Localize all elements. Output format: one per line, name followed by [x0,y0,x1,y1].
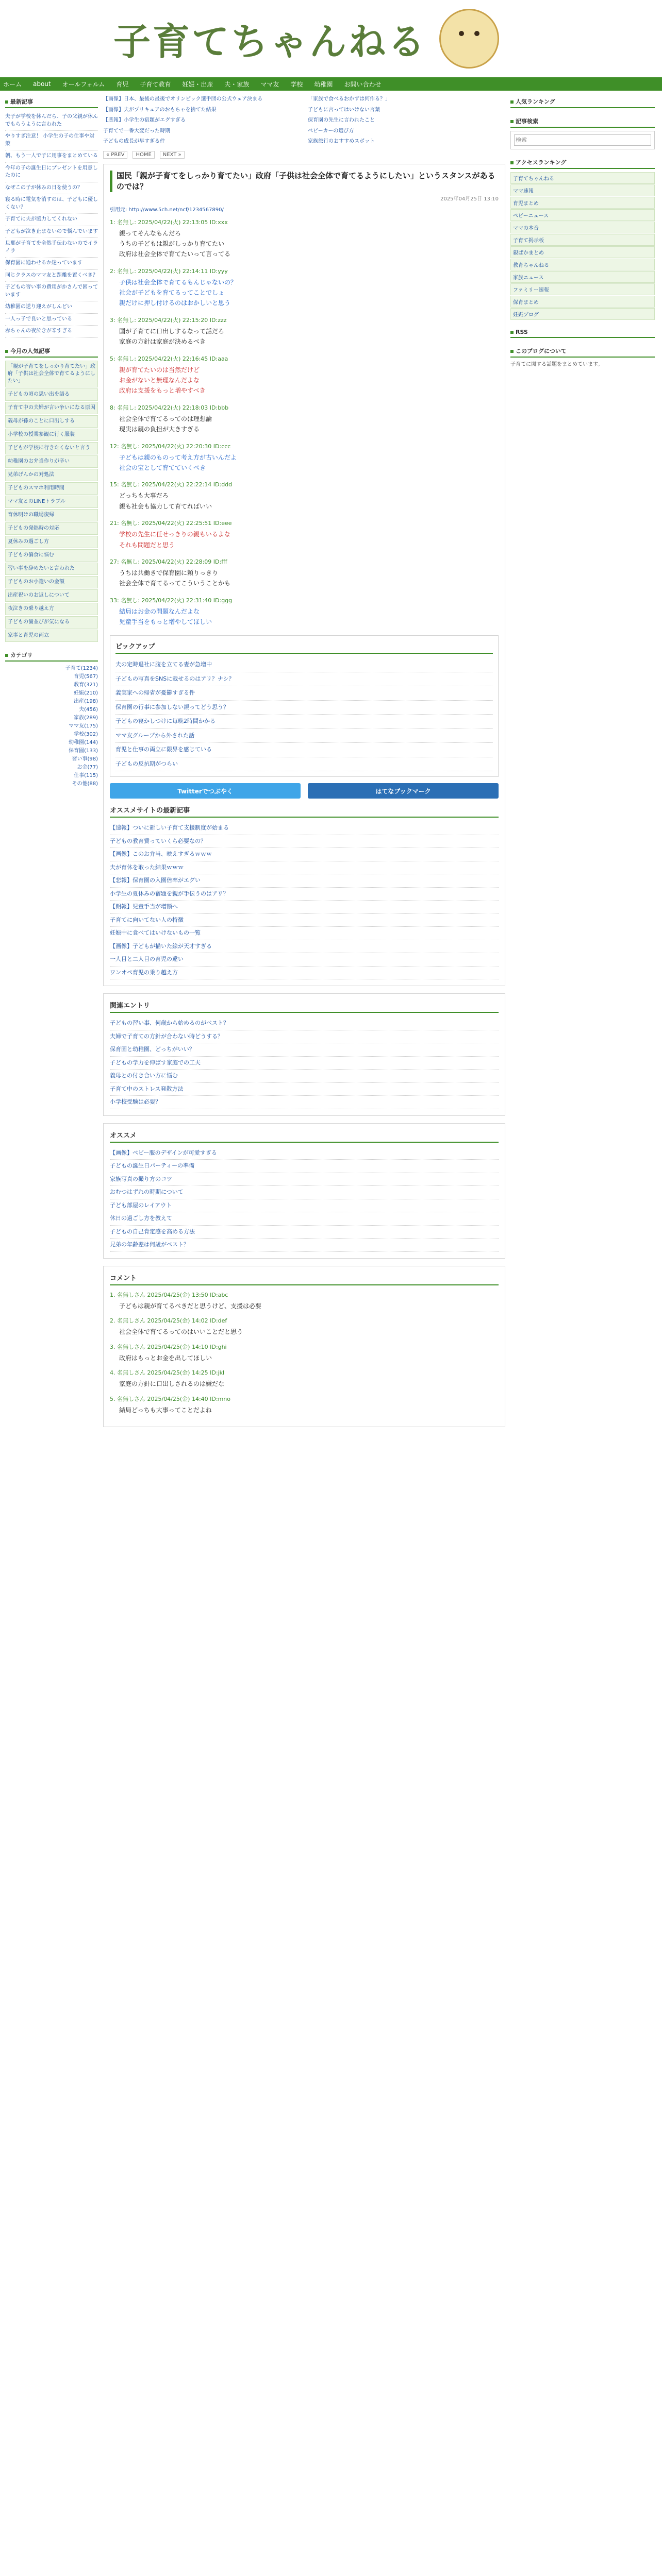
access-item[interactable]: 妊娠ブログ [510,308,655,320]
post-body: 結局はお金の問題なんだよな 児童手当をもっと増やしてほしい [119,607,212,626]
category-item[interactable]: 教育(321) [74,682,98,688]
access-item[interactable]: 教育ちゃんねる [510,259,655,270]
access-title: アクセスランキング [510,157,655,169]
comment-body: 家庭の方針に口出しされるのは嫌だな [119,1380,225,1388]
category-item[interactable]: ママ友(175) [69,723,98,729]
category-item[interactable]: 幼稚園(144) [69,739,98,745]
pickup-item[interactable]: 義実家への帰省が憂鬱すぎる件 [115,686,493,701]
pickup-title: ピックアップ [115,641,493,654]
osusume-item[interactable]: 【速報】ついに新しい子育て支援制度が始まる [110,822,499,835]
right-ranking-title: 人気ランキング [510,96,655,108]
osusume-item[interactable]: 【画像】このお弁当、映えすぎるｗｗｗ [110,848,499,861]
access-item[interactable]: 育児まとめ [510,197,655,209]
more-item[interactable]: 兄弟の年齢差は何歳がベスト？ [110,1239,499,1252]
ranking-item[interactable]: 子育て中の夫婦が言い争いになる原因 [5,402,98,414]
feature-item[interactable]: 【悲報】小学生の宿題がエグすぎる [103,117,186,123]
ranking-item[interactable]: 子どもの歯並びが気になる [5,616,98,629]
ranking-item[interactable]: 夏休みの過ごし方 [5,536,98,548]
ranking-item[interactable]: 夜泣きの乗り越え方 [5,603,98,615]
pickup-item[interactable]: 夫の定時退社に腹を立てる妻が急増中 [115,658,493,672]
recent-item[interactable]: 寝る時に電気を消すのは、子どもに優しくない？ [5,194,98,214]
osusume-title: オススメサイトの最新記事 [110,805,499,818]
pager-prev[interactable]: « PREV [103,151,127,159]
access-item[interactable]: 保育まとめ [510,296,655,308]
access-item[interactable]: 親ばかまとめ [510,246,655,258]
ranking-item[interactable]: ママ友とのLINEトラブル [5,496,98,508]
post-body: 子供は社会全体で育てるもんじゃないの？ 社会が子どもを育てるってことでしょ 親だけに押し付けるのはおかしいと思う [119,278,237,307]
about-title: このブログについて [510,345,655,358]
post-header: 3: 名無し: 2025/04/22(火) 22:15:20 ID:zzz [110,316,227,324]
pickup-list [115,658,493,771]
quote-source[interactable]: 引用元: http://www.5ch.net/ncf/1234567890/ [110,207,224,213]
feature-item[interactable]: 家族旅行のおすすめスポット [308,139,375,144]
access-item[interactable]: 家族ニュース [510,271,655,283]
pager [103,151,505,159]
comment [110,1291,499,1311]
post-header: 15: 名無し: 2025/04/22(火) 22:22:14 ID:ddd [110,481,233,488]
pickup-box [110,635,499,777]
related-title: 関連エントリ [110,1000,499,1013]
comment [110,1343,499,1363]
category-item[interactable]: 出産(198) [74,698,98,704]
ranking-item[interactable]: 出産祝いのお返しについて [5,589,98,602]
post [110,480,499,512]
post-header: 12: 名無し: 2025/04/22(火) 22:20:30 ID:ccc [110,443,231,450]
ranking-item[interactable]: 義母が孫のことに口出しする [5,415,98,428]
feature-item[interactable]: 保育園の先生に言われたこと [308,117,375,123]
osusume-item[interactable]: 妊娠中に食べてはいけないもの一覧 [110,927,499,940]
nav-item[interactable]: 子育て教育 [140,80,171,88]
ranking-item[interactable]: 幼稚園のお弁当作りが辛い [5,455,98,468]
recent-item[interactable]: 赤ちゃんの夜泣きが辛すぎる [5,326,98,338]
comment-title: コメント [110,1273,499,1285]
logo[interactable] [113,5,505,72]
post [110,403,499,435]
ranking-item[interactable]: 子どもが学校に行きたくないと言う [5,442,98,454]
post-header: 1: 名無し: 2025/04/22(火) 22:13:05 ID:xxx [110,218,228,226]
post [110,557,499,589]
post-body: 親が育てたいのは当然だけど お金がないと無理なんだよな 政府は支援をもっと増やすべき [119,366,206,395]
recent-title: 最新記事 [5,96,98,108]
osusume-item[interactable]: 夫が育休を取った結果ｗｗｗ [110,861,499,875]
pickup-item[interactable]: 保育園の行事に参加しない親ってどう思う？ [115,701,493,715]
category-item[interactable]: 育児(567) [74,673,98,680]
category-item[interactable]: お金(77) [77,764,98,770]
feature-grid [103,96,505,146]
osusume-item[interactable]: 小学生の夏休みの宿題を親が手伝うのはアリ？ [110,888,499,901]
nav-item[interactable]: オールフォルム [62,80,105,88]
related-list [110,1017,499,1109]
category-item[interactable]: 家族(289) [74,715,98,721]
category-item[interactable]: 学校(302) [74,731,98,737]
access-item[interactable]: 子育てちゃんねる [510,172,655,184]
osusume-item[interactable]: 【朗報】児童手当が増額へ [110,901,499,914]
related-item[interactable]: 子どもの習い事、何歳から始めるのがベスト？ [110,1017,499,1030]
ranking-item[interactable]: 子どもの偏食に悩む [5,549,98,562]
feature-item[interactable]: 【画像】日本、最後の最後でオリンピック選手団の公式ウェア決まる [103,96,263,102]
comment-box [103,1266,505,1427]
related-item[interactable]: 夫婦で子育ての方針が合わない時どうする？ [110,1030,499,1044]
osusume-item[interactable]: 一人目と二人目の育児の違い [110,953,499,967]
more-item[interactable]: 子どもの誕生日パーティーの準備 [110,1160,499,1173]
comment [110,1316,499,1337]
access-item[interactable]: ママ速報 [510,184,655,196]
post [110,596,499,628]
category-item[interactable]: 子育て(1234) [65,665,98,671]
pickup-item[interactable]: 子どもの反抗期がつらい [115,757,493,772]
more-item[interactable]: 休日の過ごし方を教えて [110,1212,499,1226]
recent-item[interactable]: なぜこの子が休みの日を使うの？ [5,182,98,195]
search-input[interactable] [514,134,651,146]
access-item[interactable]: 子育て掲示板 [510,234,655,246]
feature-item[interactable]: 子どもの成長が早すぎる件 [103,139,165,144]
related-item[interactable]: 子どもの学力を伸ばす家庭での工夫 [110,1057,499,1070]
post-list [110,218,499,628]
ranking-item[interactable]: 小学校の授業参観に行く服装 [5,429,98,441]
post-body: 親ってそんなもんだろ うちの子どもは親がしっかり育てたい 政府は社会全体で育てたいって言ってる [119,229,231,258]
feature-item[interactable]: 子育てで一番大変だった時期 [103,128,170,134]
recent-item[interactable]: 保育園に通わせるか迷っています [5,258,98,270]
site-title[interactable]: 子育てちゃんねる [113,20,427,63]
comment [110,1395,499,1415]
pickup-item[interactable]: ママ友グループから外された話 [115,729,493,743]
article-title: 国民「親が子育てをしっかり育てたい」政府「子供は社会全体で育てるようにしたい」というスタンスがあるのでは？ [110,171,499,192]
mascot-icon [439,9,499,69]
osusume-item[interactable]: 【画像】子どもが描いた絵が天才すぎる [110,940,499,954]
search-title: 記事検索 [510,115,655,128]
nav-item[interactable]: ホーム [3,80,22,88]
recent-item[interactable]: 旦那が子育てを全然手伝わないのでイライラ [5,238,98,258]
access-item[interactable]: ママの本音 [510,222,655,233]
category-item[interactable]: その他(88) [72,781,98,787]
post [110,354,499,396]
post-header: 33: 名無し: 2025/04/22(火) 22:31:40 ID:ggg [110,597,233,604]
ranking-item[interactable]: 兄弟げんかの対処法 [5,469,98,481]
more-title: オススメ [110,1130,499,1143]
search-box [510,131,655,149]
post-header: 5: 名無し: 2025/04/22(火) 22:16:45 ID:aaa [110,355,228,362]
post [110,218,499,260]
nav-item[interactable]: 幼稚園 [314,80,333,88]
site-header [0,0,662,77]
related-item[interactable]: 小学校受験は必要？ [110,1096,499,1109]
comment-body: 子どもは親が育てるべきだと思うけど、支援は必要 [119,1302,262,1310]
osusume-item[interactable]: 子どもの教育費っていくら必要なの？ [110,835,499,849]
post [110,316,499,347]
category-item[interactable]: 夫(456) [79,706,98,713]
more-item[interactable]: 家族写真の撮り方のコツ [110,1173,499,1187]
comment-header: 3. 名無しさん 2025/04/25(金) 14:10 ID:ghi [110,1343,227,1350]
post-body: 社会全体で育てるってのは理想論 現実は親の負担が大きすぎる [119,415,212,433]
post-body: 国が子育てに口出しするなって話だろ 家庭の方針は家庭が決めるべき [119,327,225,346]
ranking-title: 今月の人気記事 [5,345,98,358]
comment-header: 1. 名無しさん 2025/04/25(金) 13:50 ID:abc [110,1291,228,1298]
comment-header: 4. 名無しさん 2025/04/25(金) 14:25 ID:jkl [110,1369,225,1377]
more-item[interactable]: 【画像】ベビー服のデザインが可愛すぎる [110,1147,499,1160]
recent-item[interactable]: 一人っ子で良いと思っている [5,314,98,326]
more-list [110,1147,499,1252]
post-header: 8: 名無し: 2025/04/22(火) 22:18:03 ID:bbb [110,404,229,411]
recent-item[interactable]: 子どもが泣き止まないので悩んでいます [5,226,98,239]
access-item[interactable]: ベビーニュース [510,209,655,221]
article [103,164,505,987]
ranking-item[interactable]: 子どもの頃の思い出を語る [5,388,98,401]
ranking-item[interactable]: 子どものスマホ利用時間 [5,482,98,495]
left-sidebar [5,96,98,1427]
more-item[interactable]: 子どもの自己肯定感を高める方法 [110,1226,499,1239]
recent-item[interactable]: 夫子が学校を休んだら、子の父親が休んでもらうように言われた [5,111,98,131]
osusume-list [110,822,499,979]
comment-header: 5. 名無しさん 2025/04/25(金) 14:40 ID:mno [110,1395,231,1402]
ranking-item[interactable]: 子どもの発熱時の対応 [5,522,98,535]
more-item[interactable]: おむつはずれの時期について [110,1186,499,1199]
nav-item[interactable]: 育児 [116,80,129,88]
related-item[interactable]: 子育て中のストレス発散方法 [110,1083,499,1096]
category-item[interactable]: 習い事(98) [72,756,98,762]
recent-item[interactable]: 子育てに夫が協力してくれない [5,214,98,226]
right-sidebar [510,96,655,1427]
post [110,442,499,473]
nav-item[interactable]: 妊娠・出産 [182,80,213,88]
nav-item[interactable]: 夫・家族 [224,80,250,88]
post-header: 21: 名無し: 2025/04/22(火) 22:25:51 ID:eee [110,520,232,527]
nav-item[interactable]: 学校 [290,80,303,88]
pager-next[interactable]: NEXT » [160,151,185,159]
comment-body: 結局どっちも大事ってことだよね [119,1406,212,1414]
comment [110,1368,499,1389]
access-item[interactable]: ファミリー速報 [510,283,655,295]
recent-item[interactable]: 朝、もう一人で子に用事をまとめている [5,150,98,163]
comment-list [110,1291,499,1415]
ranking-item[interactable]: 「親が子育てをしっかり育てたい」政府「子供は社会全体で育てるようにしたい」 [5,361,98,387]
feature-item[interactable]: ベビーカーの選び方 [308,128,354,134]
ranking-item[interactable]: 家事と育児の両立 [5,630,98,642]
main-content [103,96,505,1427]
feature-item[interactable]: 子どもに言ってはいけない言葉 [308,107,380,113]
category-item[interactable]: 保育園(133) [69,748,98,754]
related-item[interactable]: 保育園と幼稚園、どっちがいい？ [110,1043,499,1057]
post-header: 2: 名無し: 2025/04/22(火) 22:14:11 ID:yyy [110,267,228,275]
share-row [110,783,499,799]
feature-item[interactable]: 【画像】夫がプリキュアのおもちゃを捨てた結果 [103,107,217,113]
recent-list [5,111,98,338]
category-item[interactable]: 妊娠(210) [74,690,98,696]
nav-bar [0,77,662,91]
post [110,519,499,550]
related-box [103,993,505,1116]
nav-item[interactable]: ママ友 [260,80,279,88]
comment-body: 政府はもっとお金を出してほしい [119,1354,212,1362]
twitter-share-button[interactable]: Twitterでつぶやく [110,783,301,799]
about-text: 子育てに関する話題をまとめています。 [510,362,603,367]
post-body: どっちも大事だろ 親も社会も協力して育てればいい [119,492,212,510]
pickup-item[interactable]: 子どもの寝かしつけに毎晩2時間かかる [115,715,493,729]
ranking-item[interactable]: 子どものお小遣いの金額 [5,576,98,588]
left-ranking-list [5,361,98,642]
nav-item[interactable]: お問い合わせ [344,80,382,88]
related-item[interactable]: 義母との付き合い方に悩む [110,1070,499,1083]
comment-body: 社会全体で育てるってのはいいことだと思う [119,1328,243,1336]
comment-header: 2. 名無しさん 2025/04/25(金) 14:02 ID:def [110,1317,227,1325]
recent-item[interactable]: 幼稚園の送り迎えがしんどい [5,301,98,314]
post-body: 子どもは親のものって考え方が古いんだよ 社会の宝として育てていくべき [119,453,237,471]
feature-item[interactable]: 「家族で食べるおかずは何作る？」 [308,96,390,102]
access-list [510,172,655,320]
rss-title: RSS [510,327,655,338]
hatena-bookmark-button[interactable]: はてなブックマーク [308,783,499,799]
pager-home[interactable]: HOME [133,151,154,159]
post-body: 学校の先生に任せっきりの親もいるよな それも問題だと思う [119,531,230,549]
more-item[interactable]: 子ども部屋のレイアウト [110,1199,499,1213]
post-header: 27: 名無し: 2025/04/22(火) 22:28:09 ID:fff [110,558,227,565]
category-item[interactable]: 仕事(115) [74,772,98,778]
category-title: カテゴリ [5,649,98,662]
ranking-item[interactable]: 習い事を辞めたいと言われた [5,563,98,575]
osusume-item[interactable]: ワンオペ育児の乗り越え方 [110,967,499,980]
category-list [5,665,98,788]
pickup-item[interactable]: 子どもの写真をSNSに載せるのはアリ？ナシ？ [115,672,493,687]
recent-item[interactable]: 今年の子の誕生日にプレゼントを用意したのに [5,163,98,182]
post-body: うちは共働きで保育園に頼りっきり 社会全体で育てるってこういうことかも [119,569,231,587]
recent-item[interactable]: 同じクラスのママ友と距離を置くべき？ [5,270,98,282]
osusume-item[interactable]: 子育てに向いてない人の特徴 [110,914,499,927]
article-date: 2025年04月25日 13:10 [440,196,499,202]
osusume-item[interactable]: 【悲報】保育園の入園倍率がエグい [110,874,499,888]
nav-item[interactable]: about [33,80,51,88]
pickup-item[interactable]: 育児と仕事の両立に限界を感じている [115,743,493,757]
recent-item[interactable]: 子どもの習い事の費用がかさんで困っています [5,282,98,301]
recent-item[interactable]: やりすぎ注意！ 小学生の子の仕事や対策 [5,131,98,150]
post [110,267,499,309]
more-box [103,1123,505,1259]
ranking-item[interactable]: 育休明けの職場復帰 [5,509,98,521]
